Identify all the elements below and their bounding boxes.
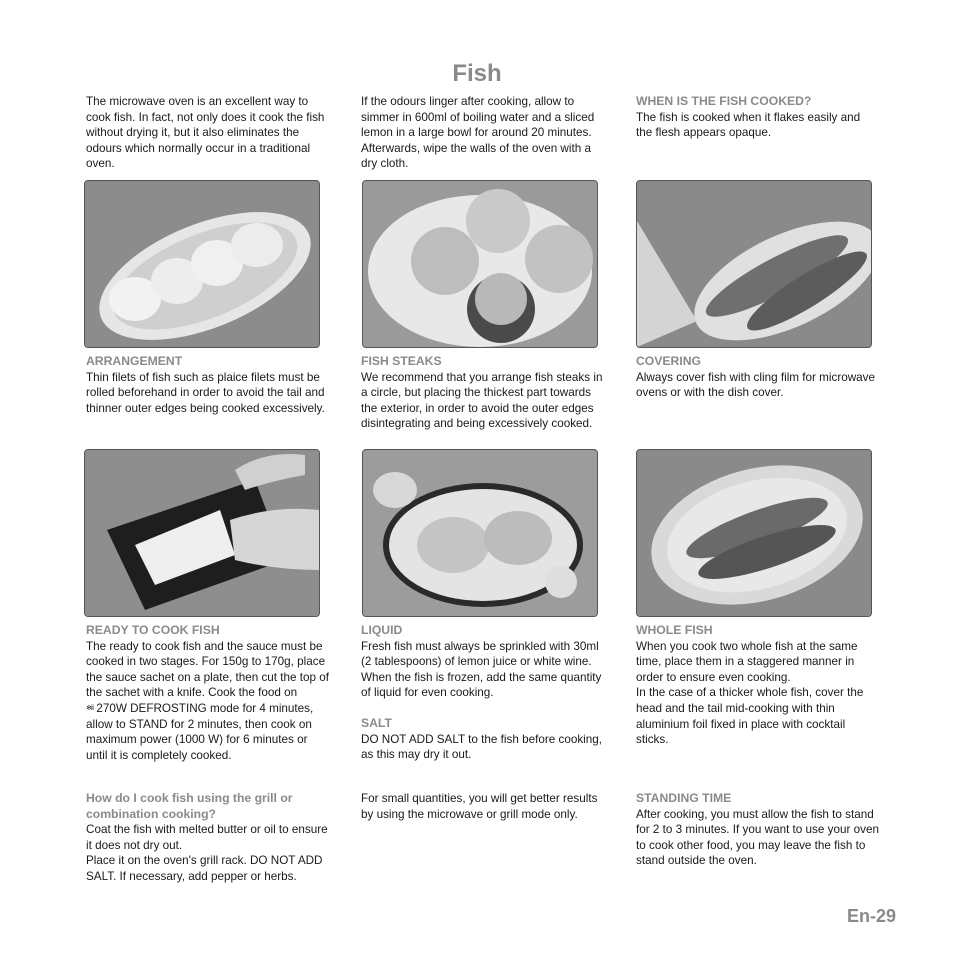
text-line: 270W DEFROSTING mode for 4 minutes, [93,701,314,715]
section-heading: COVERING [636,354,702,368]
defrost-icon: ❄ⅱ [86,705,94,713]
intro-col2 [361,94,626,172]
arrangement-section [86,354,351,416]
text-line: until it is completely cooked. [86,748,232,762]
text-line: the flesh appears opaque. [636,126,772,140]
text-line: the exterior, in order to avoid the outer edges [361,401,594,415]
text-line: without drying it, but it also eliminates the [86,126,300,140]
covering-section [636,354,901,401]
text-line: For small quantities, you will get better results [361,792,598,805]
when-cooked-section [636,94,901,141]
intro-col1 [86,94,351,172]
text-line: The ready to cook fish and the sauce must be [86,639,323,653]
text-line: by using the microwave or grill mode only. [361,807,578,821]
text-line: of liquid for even cooking. [361,686,494,700]
text-line: Place it on the oven's grill rack. DO NOT ADD [86,854,323,868]
text-line: Coat the fish with melted butter or oil to ensure [86,823,328,837]
whole-fish-section [636,623,901,748]
section-heading: LIQUID [361,623,403,637]
text-line: When the fish is frozen, add the same quantity [361,670,602,684]
section-heading: SALT [361,716,392,730]
text-line: aluminium foil fixed in place with cocktail [636,717,846,731]
fish-steaks-section [361,354,626,432]
ready-to-cook-section [86,623,351,763]
text-line: The microwave oven is an excellent way to [86,95,309,108]
text-line: order to ensure even cooking. [636,670,791,684]
section-heading: WHEN IS THE FISH COOKED? [636,94,812,108]
text-line: sticks. [636,733,669,747]
section-heading: READY TO COOK FISH [86,623,220,637]
text-line: SALT. If necessary, add pepper or herbs. [86,869,297,883]
text-line: simmer in 600ml of boiling water and a sliced [361,110,595,124]
page-number: En-29 [846,906,896,926]
text-line: We recommend that you arrange fish steaks in [361,370,603,384]
text-line: to cook other food, you may leave the fish to [636,838,866,852]
salt-section [361,716,626,763]
text-line: time, place them in a staggered manner in [636,655,855,669]
whole-fish-photo [636,449,872,617]
text-line: it does not dry out. [86,838,183,852]
text-line: the sachet with a knife. Cook the food on [86,686,298,700]
text-line: dry cloth. [361,157,409,171]
section-heading: WHOLE FISH [636,623,713,637]
ready-to-cook-photo [84,449,320,617]
text-line: The fish is cooked when it flakes easily and [636,110,861,124]
text-line: a circle, but placing the thickest part towards [361,386,591,400]
section-heading: FISH STEAKS [361,354,442,368]
standing-time-section [636,791,901,869]
liquid-photo [362,449,598,617]
text-line: When you cook two whole fish at the same [636,639,858,653]
text-line: lemon in a large bowl for around 20 minutes. [361,126,592,140]
text-line: Afterwards, wipe the walls of the oven with a [361,141,591,155]
section-heading: ARRANGEMENT [86,354,183,368]
text-line: rolled beforehand in order to avoid the tail and [86,386,325,400]
text-line: disintegrating and being excessively cooked. [361,417,593,431]
page-title: Fish [452,60,502,87]
text-line: thinner outer edges being cooked excessively. [86,401,325,415]
text-line: In the case of a thicker whole fish, cover the [636,686,864,700]
text-line: oven. [86,157,115,171]
text-line: Thin filets of fish such as plaice filets must be [86,370,320,384]
text-line: cook fish. In fact, not only does it cook the fish [86,110,325,124]
text-line: DO NOT ADD SALT to the fish before cooking, [361,732,603,746]
text-line: head and the tail mid-cooking with thin [636,701,835,715]
text-line: ovens or with the dish cover. [636,386,784,400]
text-line: stand outside the oven. [636,854,757,868]
text-line: After cooking, you must allow the fish to stand [636,807,874,821]
text-line: (2 tablespoons) of lemon juice or white wine. [361,655,592,669]
text-line: Fresh fish must always be sprinkled with 30ml [361,639,599,653]
defrost-line [86,701,351,717]
text-line: allow to STAND for 2 minutes, then cook on [86,717,312,731]
text-line: the sauce sachet on a plate, then cut the top of [86,670,330,684]
section-heading: STANDING TIME [636,791,732,805]
text-line: cooked in two stages. For 150g to 170g, place [86,655,326,669]
text-line: as this may dry it out. [361,748,472,762]
fish-steaks-photo [362,180,598,348]
text-line: Always cover fish with cling film for microwave [636,370,876,384]
text-line: odours which normally occur in a traditional [86,141,311,155]
small-quantities-section [361,791,626,822]
section-heading: How do I cook fish using the grill or [86,791,293,805]
text-line: maximum power (1000 W) for 6 minutes or [86,733,308,747]
text-line: If the odours linger after cooking, allow to [361,95,575,108]
section-heading: combination cooking? [86,806,216,821]
covering-photo [636,180,872,348]
arrangement-photo [84,180,320,348]
grill-section [86,791,351,885]
liquid-section [361,623,626,701]
text-line: for 2 to 3 minutes. If you want to use your oven [636,823,879,837]
